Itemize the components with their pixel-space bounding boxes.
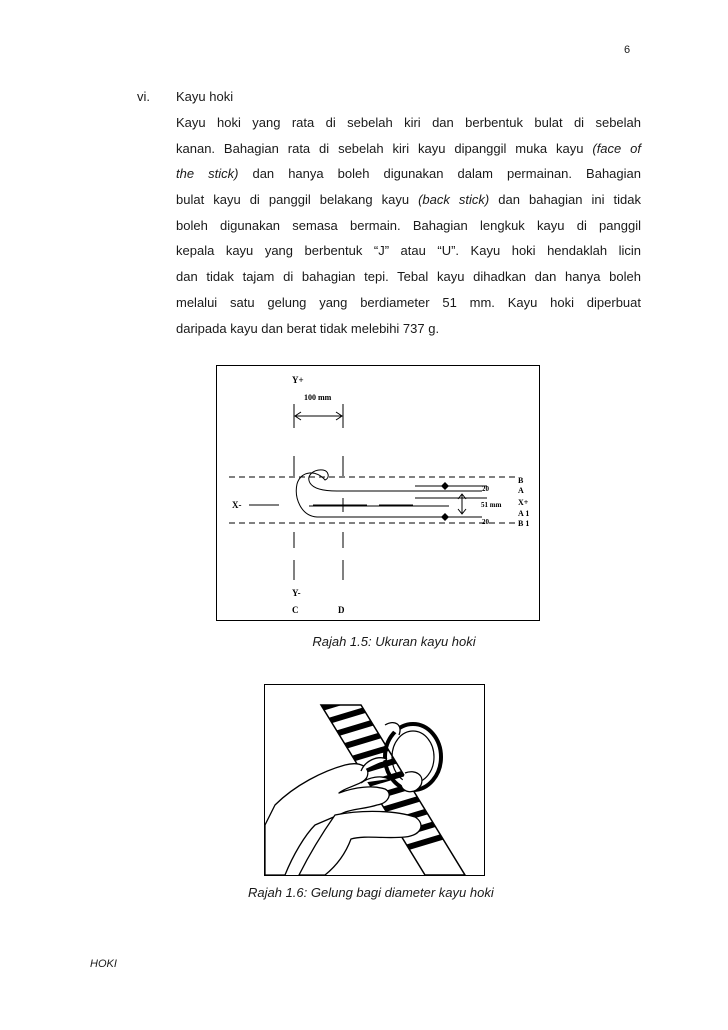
label-d: D (338, 605, 345, 615)
text-run: bulat kayu di panggil belakang kayu (176, 192, 419, 208)
paragraph-line (176, 187, 641, 213)
paragraph-line (176, 238, 641, 264)
paragraph-line (176, 264, 641, 290)
section-number: vi. (137, 89, 150, 104)
paragraph-line (176, 161, 641, 187)
label-c: C (292, 605, 299, 615)
label-diameter: 51 mm (481, 501, 502, 509)
paragraph-line (176, 316, 641, 342)
label-y-minus: Y- (292, 588, 301, 598)
figure-diameter-ring (264, 684, 485, 876)
label-dim-bottom: 20 (482, 518, 489, 526)
text-run: melalui satu gelung yang berdiameter 51 mm. Kayu hoki diperbuat (176, 294, 641, 310)
text-run: dan tidak tajam di bahagian tepi. Tebal kayu dihadkan dan hanya boleh (176, 269, 641, 285)
label-width: 100 mm (304, 393, 332, 402)
label-x-plus: X+ (518, 498, 529, 507)
text-run: kepala kayu yang berbentuk “J” atau “U”. Kayu hoki hendaklah licin (176, 243, 641, 259)
label-a1: A 1 (518, 509, 530, 518)
figure2-caption: Rajah 1.6: Gelung bagi diameter kayu hoki (248, 885, 494, 900)
paragraph-line (176, 110, 641, 136)
label-y-plus: Y+ (292, 375, 304, 385)
label-b1: B 1 (518, 519, 530, 528)
page-footer: HOKI (90, 958, 117, 970)
figure1-caption: Rajah 1.5: Ukuran kayu hoki (312, 634, 476, 649)
label-dim-top: 20 (482, 485, 489, 493)
page-number: 6 (624, 44, 631, 56)
italic-term: the stick) (176, 166, 239, 182)
label-a: A (518, 486, 524, 495)
section-title: Kayu hoki (176, 89, 234, 104)
section-paragraph (176, 110, 641, 341)
paragraph-line (176, 290, 641, 316)
text-run: Kayu hoki yang rata di sebelah kiri dan berbentuk bulat di sebelah (176, 115, 641, 130)
text-run: daripada kayu dan berat tidak melebihi 737 g. (176, 320, 440, 336)
paragraph-line (176, 213, 641, 239)
label-x-minus: X- (232, 500, 242, 510)
paragraph-line (176, 136, 641, 162)
text-run: boleh digunakan semasa bermain. Bahagian lengkuk kayu di panggil (176, 217, 641, 233)
figure-hockey-stick-dimensions (216, 365, 540, 621)
text-run: kanan. Bahagian rata di sebelah kiri kayu dipanggil muka kayu (176, 140, 593, 156)
text-run: dan hanya boleh digunakan dalam permainan. Bahagian (238, 166, 641, 182)
label-b: B (518, 476, 524, 485)
italic-term: (face of (592, 140, 641, 156)
text-run: dan bahagian ini tidak (489, 192, 642, 208)
italic-term: (back stick) (418, 192, 490, 208)
